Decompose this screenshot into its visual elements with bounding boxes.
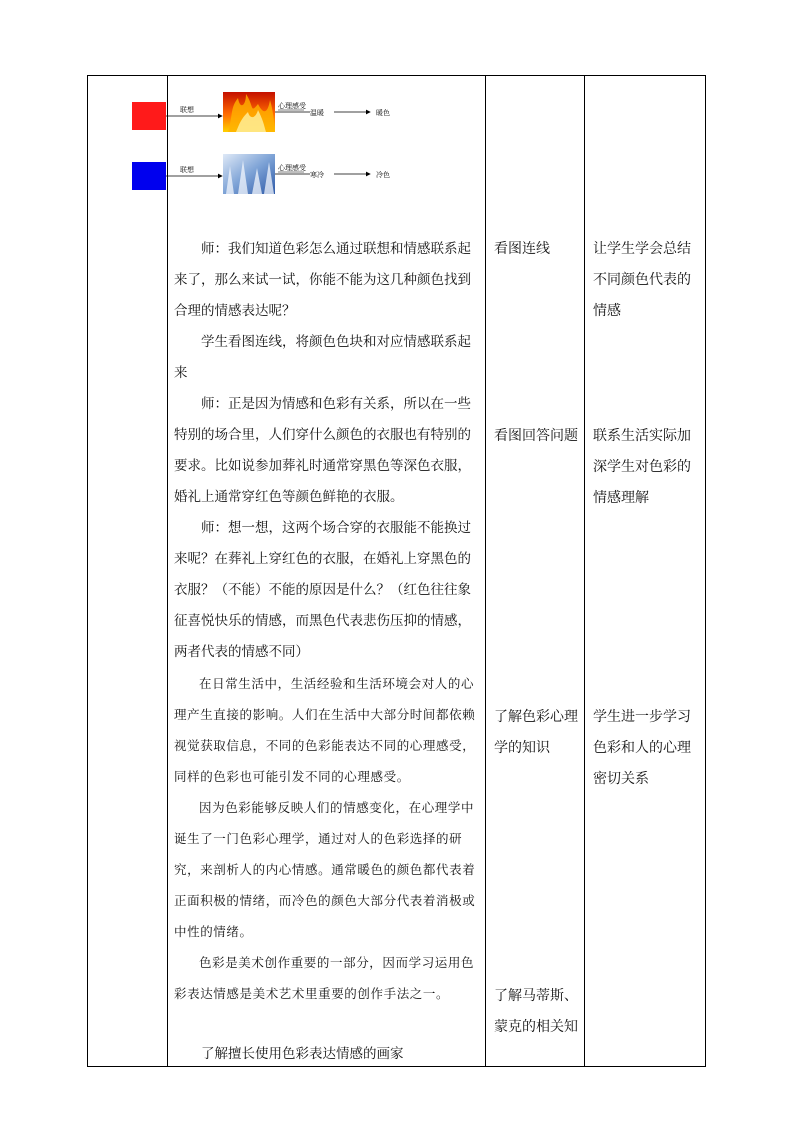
student-activity-2: 看图回答问题 bbox=[494, 428, 578, 444]
color-association-diagram bbox=[118, 86, 408, 196]
design-intent-1: 让学生学会总结不同颜色代表的情感 bbox=[593, 241, 691, 319]
paragraph-painters: 了解擅长使用色彩表达情感的画家 bbox=[201, 1046, 404, 1062]
design-intent-2: 联系生活实际加深学生对色彩的情感理解 bbox=[593, 428, 691, 506]
paragraph-teacher-2: 师：正是因为情感和色彩有关系，所以在一些特别的场合里，人们穿什么颜色的衣服也有特别的要求。比如说参加葬礼时通常穿黑色等深色衣服，婚礼上通常穿红色等颜色鲜艳的衣服。 bbox=[174, 396, 471, 505]
lesson-table bbox=[87, 75, 706, 1067]
fire-image bbox=[223, 92, 275, 132]
paragraph-teacher-1: 师：我们知道色彩怎么通过联想和情感联系起来了，那么来试一试，你能不能为这几种颜色找到合理的情感表达呢？ bbox=[174, 241, 471, 319]
result-label: 冷色 bbox=[376, 171, 390, 179]
result-label: 暖色 bbox=[376, 109, 390, 117]
column-divider bbox=[485, 76, 486, 1066]
student-activity-3: 了解色彩心理学的知识 bbox=[494, 709, 578, 756]
sense-label: 温暖 bbox=[310, 109, 324, 117]
column-divider bbox=[167, 76, 168, 1066]
feeling-label: 心理感受 bbox=[278, 102, 306, 110]
ice-image bbox=[223, 154, 275, 194]
main-content bbox=[174, 234, 480, 1070]
paragraph-psychology-3: 色彩是美术创作重要的一部分，因而学习运用色彩表达情感是美术艺术里重要的创作手法之一。 bbox=[174, 955, 475, 1001]
blue-swatch bbox=[132, 162, 166, 190]
student-activity-1: 看图连线 bbox=[494, 241, 550, 257]
column-divider bbox=[584, 76, 585, 1066]
student-activity-4: 了解马蒂斯、蒙克的相关知 bbox=[494, 988, 578, 1035]
design-intent-3: 学生进一步学习色彩和人的心理密切关系 bbox=[593, 709, 691, 787]
link-label: 联想 bbox=[180, 106, 194, 114]
paragraph-teacher-3: 师：想一想，这两个场合穿的衣服能不能换过来呢？在葬礼上穿红色的衣服，在婚礼上穿黑色的衣服？（不能）不能的原因是什么？（红色往往象征喜悦快乐的情感，而黑色代表悲伤压抑的情感，两者代表的情感不同） bbox=[174, 520, 471, 660]
sense-label: 寒冷 bbox=[310, 171, 324, 179]
paragraph-psychology-1: 在日常生活中，生活经验和生活环境会对人的心理产生直接的影响。人们在生活中大部分时间都依赖视觉获取信息，不同的色彩能表达不同的心理感受，同样的色彩也可能引发不同的心理感受。 bbox=[174, 676, 476, 784]
red-swatch bbox=[132, 102, 166, 130]
link-label: 联想 bbox=[180, 166, 194, 174]
feeling-label: 心理感受 bbox=[278, 164, 306, 172]
paragraph-student-1: 学生看图连线，将颜色色块和对应情感联系起来 bbox=[174, 334, 471, 381]
paragraph-psychology-2: 因为色彩能够反映人们的情感变化，在心理学中诞生了一门色彩心理学，通过对人的色彩选择的研究，来剖析人的内心情感。通常暖色的颜色都代表着正面积极的情绪，而冷色的颜色大部分代表着消极或中性的情绪。 bbox=[174, 800, 476, 939]
